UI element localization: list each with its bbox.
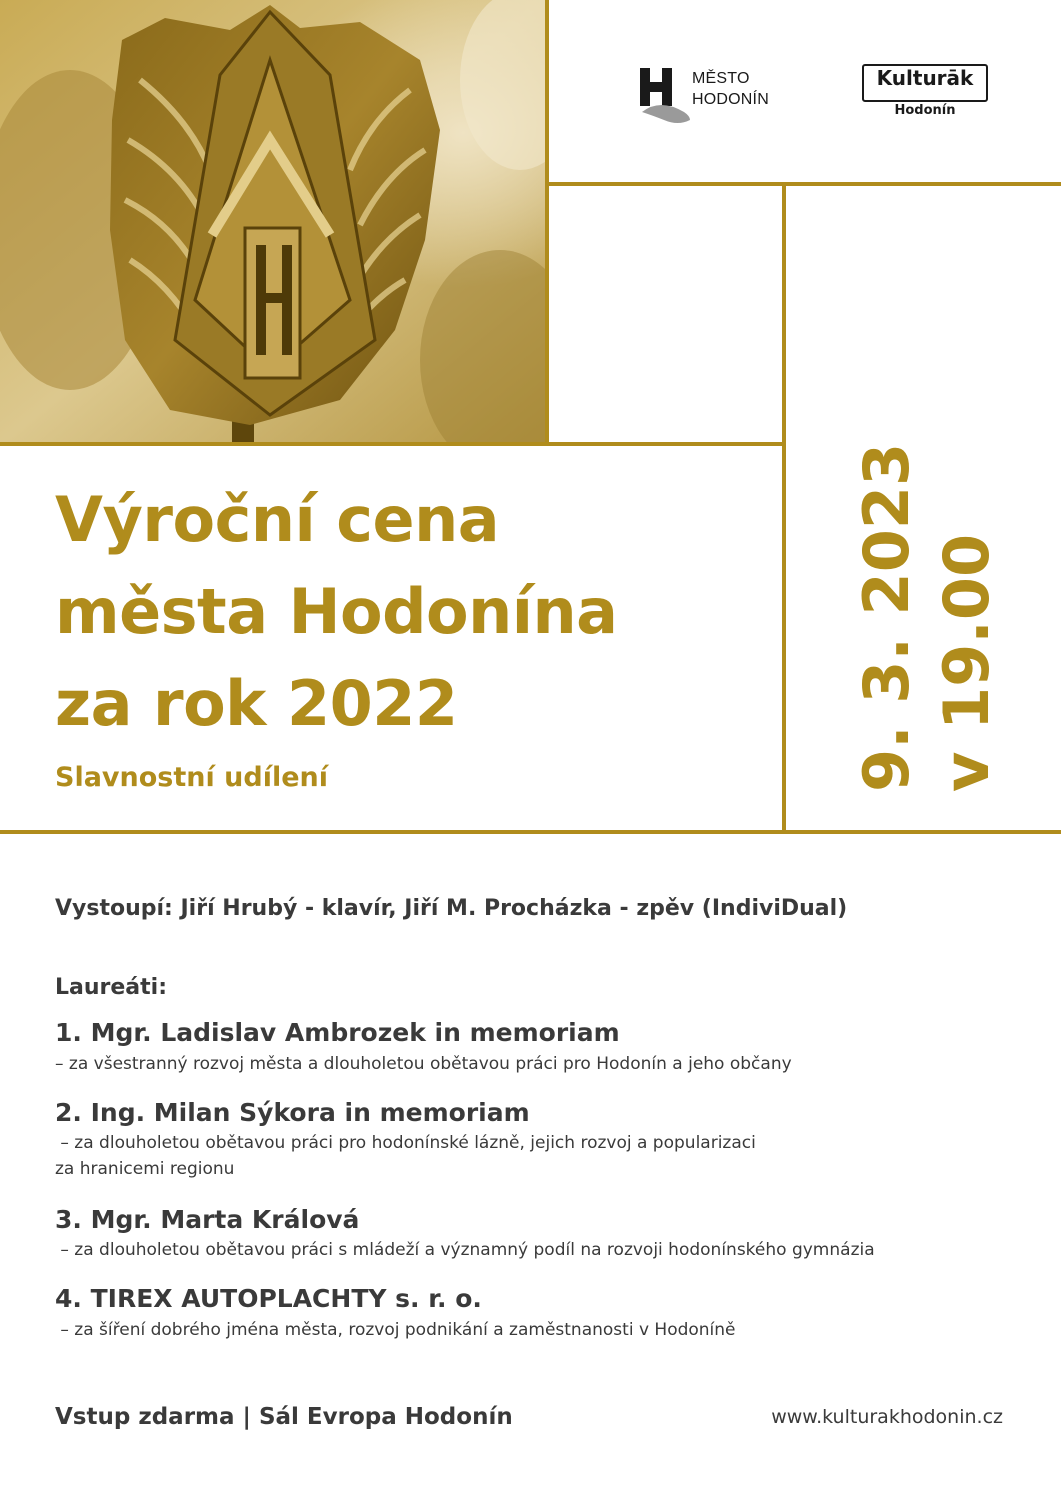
title-line-3: za rok 2022 <box>55 667 458 740</box>
frame-line-bottom <box>0 830 1061 834</box>
performers-line: Vystoupí: Jiří Hrubý - klavír, Jiří M. Procházka - zpěv (IndiviDual) <box>55 896 848 921</box>
kulturak-logo-city: Hodonín <box>894 103 956 118</box>
mesto-logo-line1: MĚSTO <box>692 70 750 87</box>
laureate-3-name: 3. Mgr. Marta Králová <box>55 1205 360 1234</box>
laureate-2-name: 2. Ing. Milan Sýkora in memoriam <box>55 1098 530 1127</box>
kulturak-logo-word: Kulturāk <box>876 66 974 90</box>
frame-line-photo-bottom <box>0 442 785 446</box>
laureate-3-desc: – za dlouholetou obětavou práci s mládeží a významný podíl na rozvoji hodonínského gymnázia <box>55 1240 875 1260</box>
city-h-logo-icon <box>640 68 692 126</box>
award-statue-photo <box>0 0 545 443</box>
page-subtitle: Slavnostní udílení <box>55 762 328 793</box>
laureate-1-name: 1. Mgr. Ladislav Ambrozek in memoriam <box>55 1018 620 1047</box>
event-date-time <box>795 430 1060 830</box>
title-line-1: Výroční cena <box>55 483 500 556</box>
footer-venue: Vstup zdarma | Sál Evropa Hodonín <box>55 1404 513 1430</box>
frame-line-top-right <box>545 182 1061 186</box>
laureate-1-desc: – za všestranný rozvoj města a dlouholetou obětavou práci pro Hodonín a jeho občany <box>55 1054 792 1074</box>
title-line-2: města Hodonína <box>55 575 618 648</box>
laureate-4-desc: – za šíření dobrého jména města, rozvoj podnikání a zaměstnanosti v Hodoníně <box>55 1320 736 1340</box>
frame-line-vertical-right <box>782 182 786 832</box>
frame-line-photo-right <box>545 0 549 446</box>
kulturak-logo <box>862 64 988 120</box>
event-time: v 19.00 <box>930 533 1003 792</box>
mesto-hodonin-logo <box>640 66 800 126</box>
mesto-logo-line2: HODONÍN <box>692 91 769 108</box>
laureate-2-desc-2: za hranicemi regionu <box>55 1159 235 1179</box>
laureates-heading: Laureáti: <box>55 975 167 1000</box>
laureate-2-desc-1: – za dlouholetou obětavou práci pro hodonínské lázně, jejich rozvoj a popularizaci <box>55 1133 756 1153</box>
page-title <box>55 474 775 750</box>
footer-website-link[interactable]: www.kulturakhodonin.cz <box>771 1406 1003 1428</box>
event-date: 9. 3. 2023 <box>850 442 923 792</box>
laureate-4-name: 4. TIREX AUTOPLACHTY s. r. o. <box>55 1284 482 1313</box>
